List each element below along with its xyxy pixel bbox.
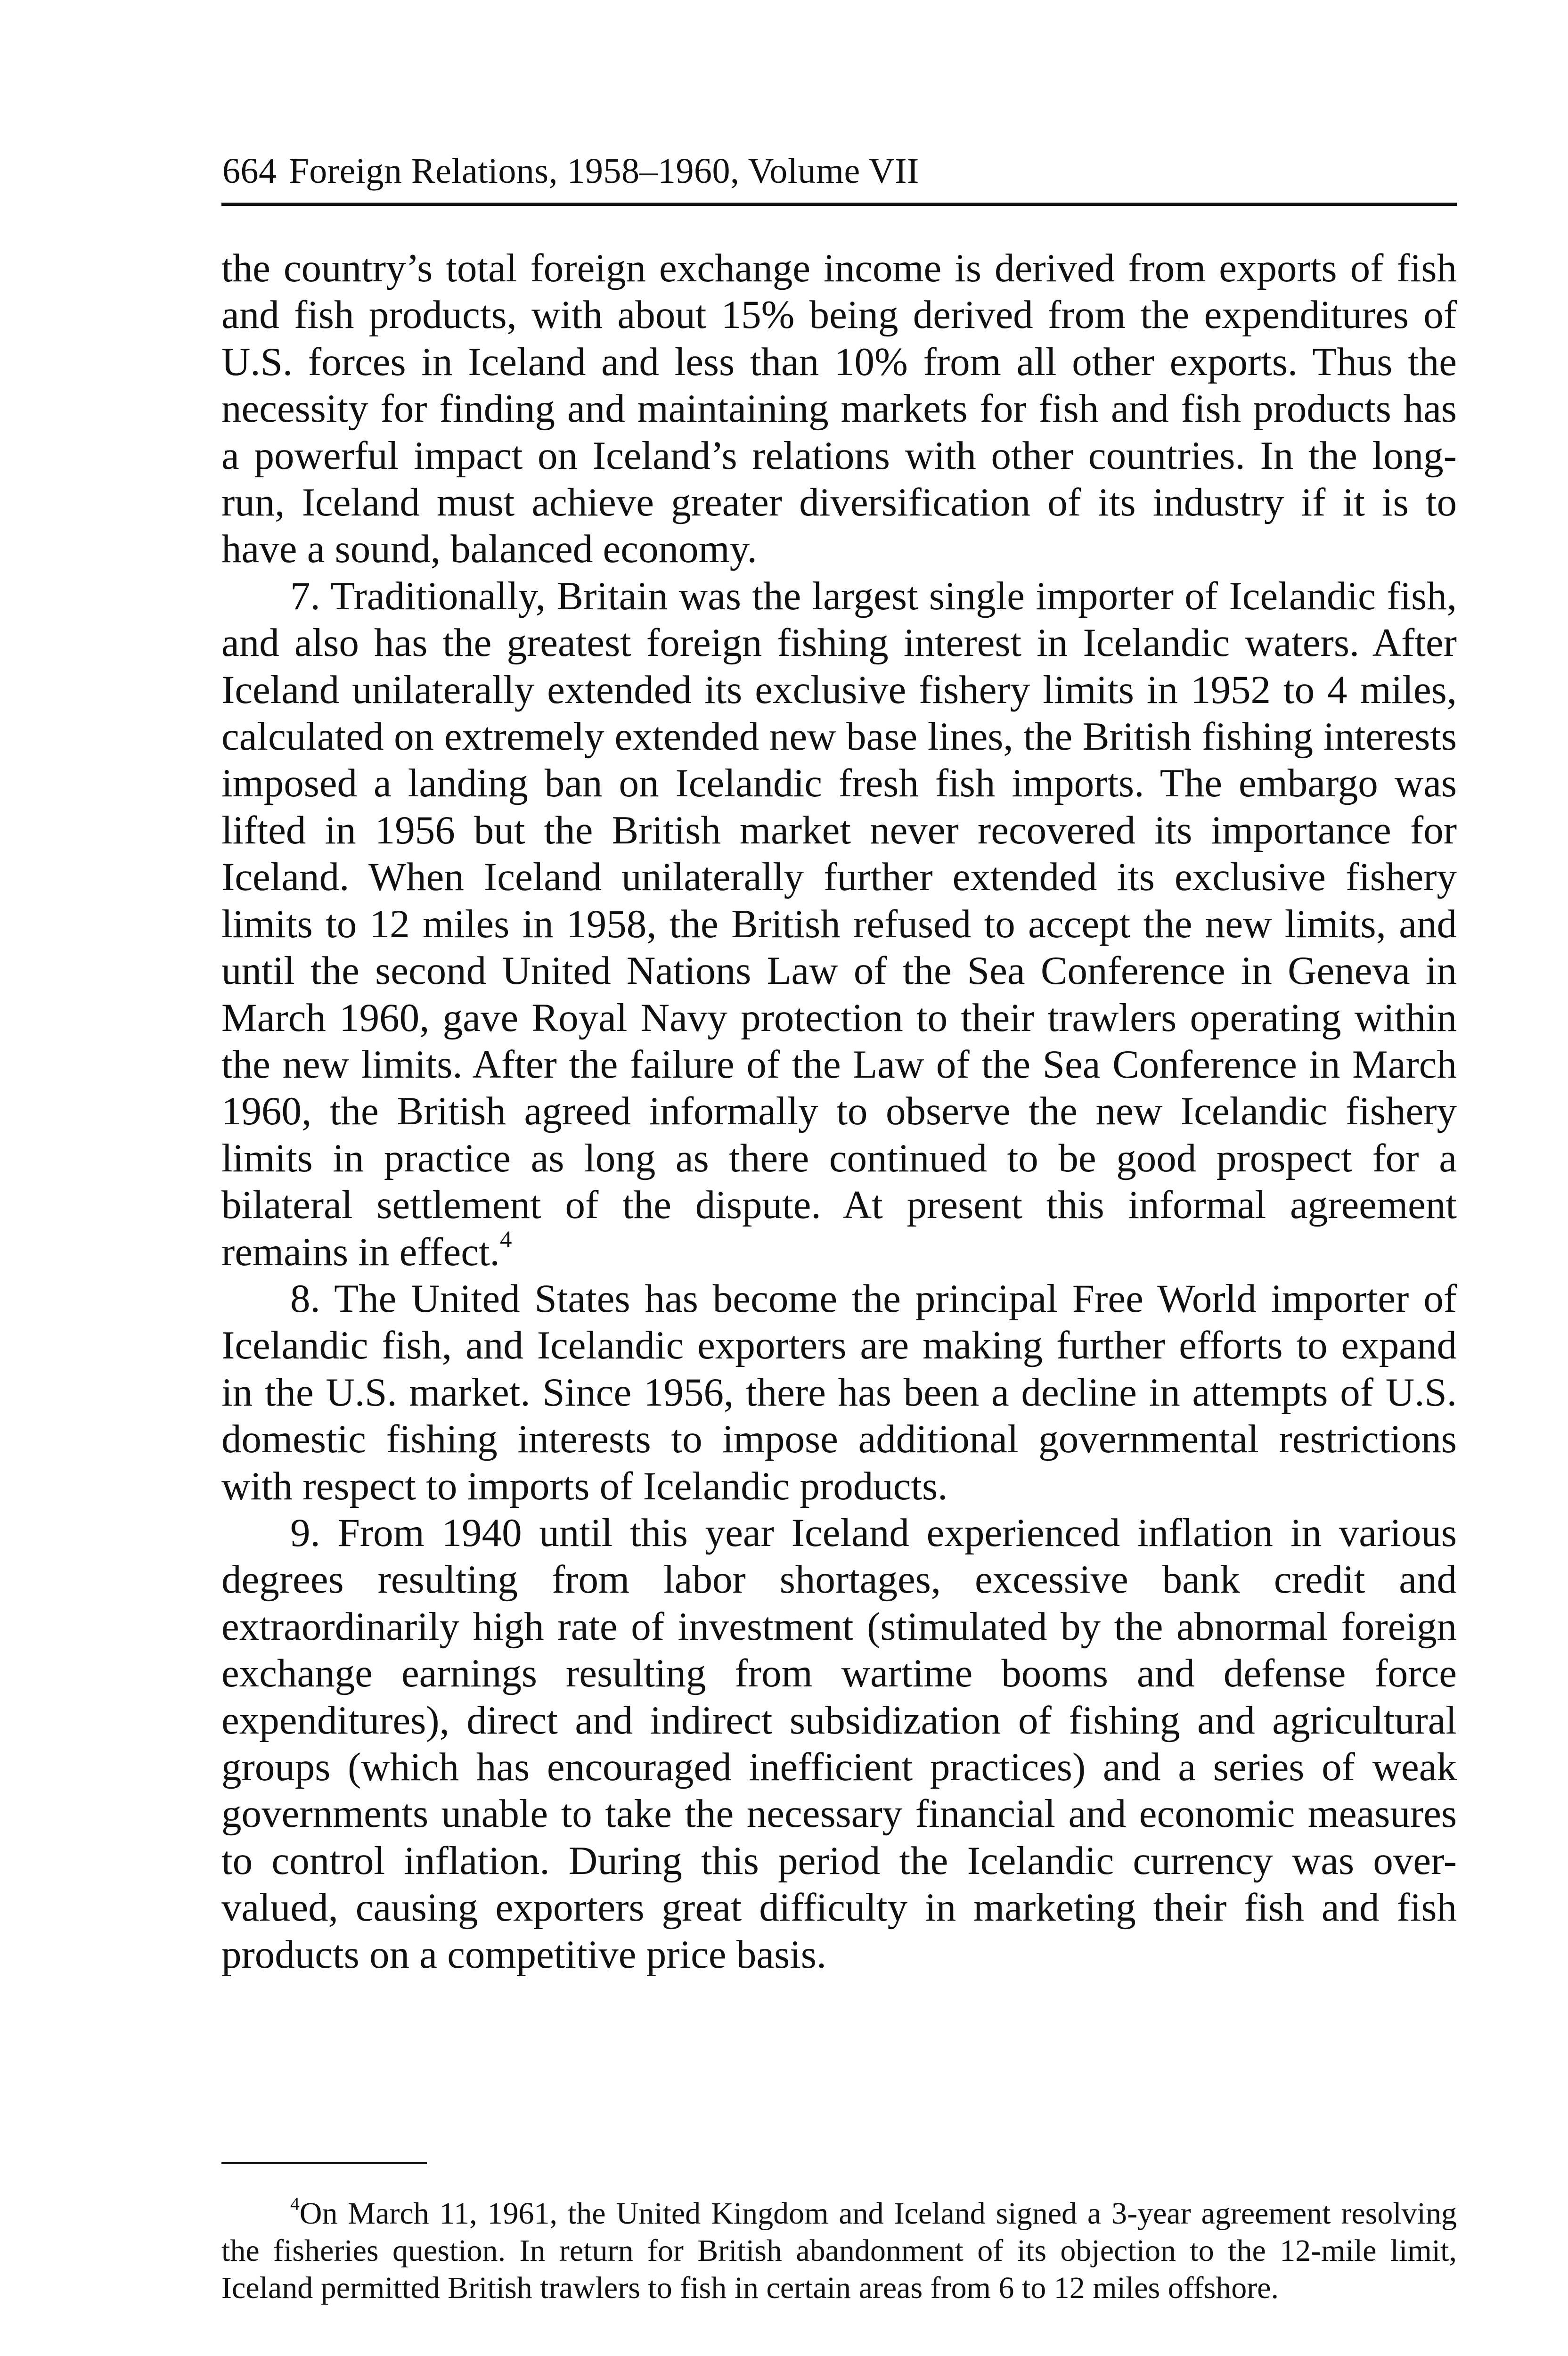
footnote (221, 2195, 1457, 2307)
paragraph-8: 8. The United States has become the principal Free World importer of Icelandic fish, and Icelandic exporters are making further efforts to expand in the U.S. market. Since 1956, there has been a decline in attempts of U.S. domestic fishing interests to impose additional governmental restrictions with respect to imports of Icelandic products. (221, 1276, 1457, 1508)
footnote-reference: 4 (499, 1226, 512, 1253)
body-text (221, 245, 1457, 1978)
page-number: 664 (222, 151, 277, 191)
footnote-number: 4 (290, 2193, 300, 2214)
running-title: Foreign Relations, 1958–1960, Volume VII (289, 151, 919, 191)
footnote-rule (221, 2162, 427, 2164)
running-head (222, 150, 1457, 192)
paragraph-7-text: 7. Traditionally, Britain was the largest single importer of Icelandic fish, and also has the greatest foreign fishing interest in Icelandic waters. After Iceland unilaterally extended its exclusive fishery limits in 1952 to 4 miles, calculated on extremely extended new base lines, the British fishing interests imposed a landing ban on Icelandic fresh fish imports. The embargo was lifted in 1956 but the British market never recovered its importance for Iceland. When Iceland unilaterally further extended its exclusive fishery limits to 12 miles in 1958, the British refused to accept the new limits, and until the second United Nations Law of the Sea Conference in Geneva in March 1960, gave Royal Navy protection to their trawlers operating within the new limits. After the failure of the Law of the Sea Conference in March 1960, the British agreed informally to observe the new Icelandic fishery limits in practice as long as there continued to be good prospect for a bilateral settlement of the dispute. At present this informal agreement remains in effect. (221, 573, 1457, 1274)
paragraph-7 (221, 573, 1457, 1276)
paragraph-continuation: the country’s total foreign exchange income is derived from exports of fish and fish products, with about 15% being derived from the expenditures of U.S. forces in Iceland and less than 10% from all other exports. Thus the necessity for finding and maintaining markets for fish and fish products has a powerful impact on Iceland’s relations with other countries. In the long-run, Iceland must achieve greater diversification of its industry if it is to have a sound, balanced economy. (221, 246, 1457, 572)
header-rule (221, 203, 1457, 206)
footnote-text: On March 11, 1961, the United Kingdom and Iceland signed a 3-year agreement resolving the fisheries question. In return for British abandonment of its objection to the 12-mile limit, Iceland permitted British trawlers to fish in certain areas from 6 to 12 miles offshore. (221, 2196, 1457, 2305)
paragraph-9: 9. From 1940 until this year Iceland experienced inflation in various degrees resulting from labor shortages, excessive bank credit and extraordinarily high rate of investment (stimulated by the abnormal foreign exchange earnings resulting from wartime booms and defense force expenditures), direct and indirect subsidization of fishing and agricultural groups (which has encouraged inefficient practices) and a series of weak governments unable to take the necessary financial and economic measures to control inflation. During this period the Icelandic currency was over-valued, causing exporters great difficulty in marketing their fish and fish products on a competitive price basis. (221, 1510, 1457, 1977)
